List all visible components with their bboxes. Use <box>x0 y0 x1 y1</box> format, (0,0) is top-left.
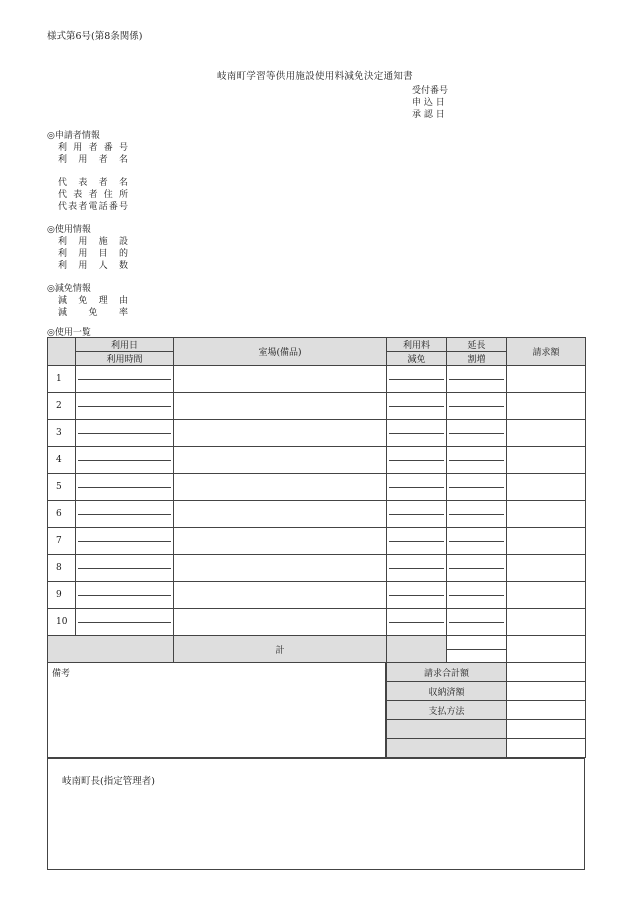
usage-info-heading: ◎使用情報 <box>47 225 91 235</box>
table-row <box>48 447 586 474</box>
summary-table <box>386 662 586 758</box>
room-cell <box>174 447 387 474</box>
extension-cell <box>447 474 507 501</box>
row-number: 5 <box>48 474 76 501</box>
table-row <box>48 582 586 609</box>
table-row <box>48 555 586 582</box>
date-time-cell <box>76 501 174 528</box>
charge-cell <box>507 582 586 609</box>
charge-cell <box>507 420 586 447</box>
header-fee: 利用料 <box>387 338 447 352</box>
attendees-label: 利用人数 <box>58 261 128 271</box>
total-label: 計 <box>174 636 387 663</box>
fee-cell <box>387 501 447 528</box>
table-row <box>48 474 586 501</box>
room-cell <box>174 609 387 636</box>
room-cell <box>174 555 387 582</box>
form-number: 様式第6号(第8条関係) <box>47 31 143 42</box>
fee-cell <box>387 447 447 474</box>
row-number: 10 <box>48 609 76 636</box>
usage-list-heading: ◎使用一覧 <box>47 328 91 338</box>
date-time-cell <box>76 393 174 420</box>
application-date-label: 申 込 日 <box>412 98 445 108</box>
fee-cell <box>387 366 447 393</box>
remarks-box <box>47 662 386 758</box>
table-row <box>48 501 586 528</box>
row-number: 4 <box>48 447 76 474</box>
table-row <box>48 393 586 420</box>
total-charge-cell <box>507 636 586 663</box>
fee-cell <box>387 555 447 582</box>
room-cell <box>174 393 387 420</box>
charge-cell <box>507 528 586 555</box>
fee-cell <box>387 474 447 501</box>
extension-cell <box>447 528 507 555</box>
row-number: 1 <box>48 366 76 393</box>
room-cell <box>174 582 387 609</box>
fee-cell <box>387 582 447 609</box>
document-title: 岐南町学習等供用施設使用料減免決定通知書 <box>216 71 413 82</box>
exemption-heading: ◎減免情報 <box>47 284 91 294</box>
date-time-cell <box>76 474 174 501</box>
representative-name-label: 代表者名 <box>58 178 128 188</box>
row-number: 2 <box>48 393 76 420</box>
summary-value-blank-2 <box>507 739 586 758</box>
extension-cell <box>447 582 507 609</box>
header-extension: 延長 <box>447 338 507 352</box>
table-row <box>48 366 586 393</box>
exemption-rate-label: 減免率 <box>58 308 128 318</box>
approval-date-label: 承 認 日 <box>412 110 445 120</box>
header-date: 利用日 <box>76 338 174 352</box>
representative-phone-label: 代表者電話番号 <box>58 202 128 212</box>
summary-label-blank-1 <box>387 720 507 739</box>
date-time-cell <box>76 528 174 555</box>
charge-cell <box>507 555 586 582</box>
applicant-heading: ◎申請者情報 <box>47 131 100 141</box>
extension-cell <box>447 501 507 528</box>
room-cell <box>174 528 387 555</box>
room-cell <box>174 474 387 501</box>
date-time-cell <box>76 609 174 636</box>
usage-table <box>47 337 586 663</box>
user-name-label: 利用者名 <box>58 155 128 165</box>
header-time: 利用時間 <box>76 352 174 366</box>
extension-cell <box>447 366 507 393</box>
row-number: 3 <box>48 420 76 447</box>
summary-value-paid <box>507 682 586 701</box>
date-time-cell <box>76 366 174 393</box>
total-fee-cell <box>387 636 447 663</box>
fee-cell <box>387 393 447 420</box>
charge-cell <box>507 393 586 420</box>
header-exemption: 減免 <box>387 352 447 366</box>
table-row <box>48 609 586 636</box>
representative-address-label: 代表者住所 <box>58 190 128 200</box>
remarks-label: 備考 <box>52 669 71 679</box>
purpose-label: 利用目的 <box>58 249 128 259</box>
date-time-cell <box>76 447 174 474</box>
date-time-cell <box>76 582 174 609</box>
exemption-reason-label: 減免理由 <box>58 296 128 306</box>
row-number: 6 <box>48 501 76 528</box>
row-number: 9 <box>48 582 76 609</box>
total-extension-cell <box>447 636 507 663</box>
row-number-header <box>48 338 76 366</box>
charge-cell <box>507 447 586 474</box>
fee-cell <box>387 609 447 636</box>
extension-cell <box>447 393 507 420</box>
room-cell <box>174 366 387 393</box>
room-cell <box>174 501 387 528</box>
summary-value-total <box>507 663 586 682</box>
user-number-label: 利用者番号 <box>58 143 128 153</box>
extension-cell <box>447 555 507 582</box>
summary-label-paid: 収納済額 <box>387 682 507 701</box>
charge-cell <box>507 501 586 528</box>
summary-label-method: 支払方法 <box>387 701 507 720</box>
fee-cell <box>387 528 447 555</box>
header-charge: 請求額 <box>507 338 586 366</box>
table-row <box>48 528 586 555</box>
extension-cell <box>447 447 507 474</box>
row-number: 8 <box>48 555 76 582</box>
issuer-label: 岐南町長(指定管理者) <box>62 776 155 787</box>
total-blank <box>48 636 174 663</box>
extension-cell <box>447 420 507 447</box>
date-time-cell <box>76 420 174 447</box>
room-cell <box>174 420 387 447</box>
summary-value-blank-1 <box>507 720 586 739</box>
summary-label-total: 請求合計額 <box>387 663 507 682</box>
row-number: 7 <box>48 528 76 555</box>
charge-cell <box>507 474 586 501</box>
summary-value-method <box>507 701 586 720</box>
header-room: 室場(備品) <box>174 338 387 366</box>
summary-label-blank-2 <box>387 739 507 758</box>
fee-cell <box>387 420 447 447</box>
issuer-box <box>47 758 585 870</box>
header-surcharge: 割増 <box>447 352 507 366</box>
receipt-number-label: 受付番号 <box>412 86 449 96</box>
charge-cell <box>507 366 586 393</box>
facility-label: 利用施設 <box>58 237 128 247</box>
date-time-cell <box>76 555 174 582</box>
charge-cell <box>507 609 586 636</box>
extension-cell <box>447 609 507 636</box>
table-row <box>48 420 586 447</box>
